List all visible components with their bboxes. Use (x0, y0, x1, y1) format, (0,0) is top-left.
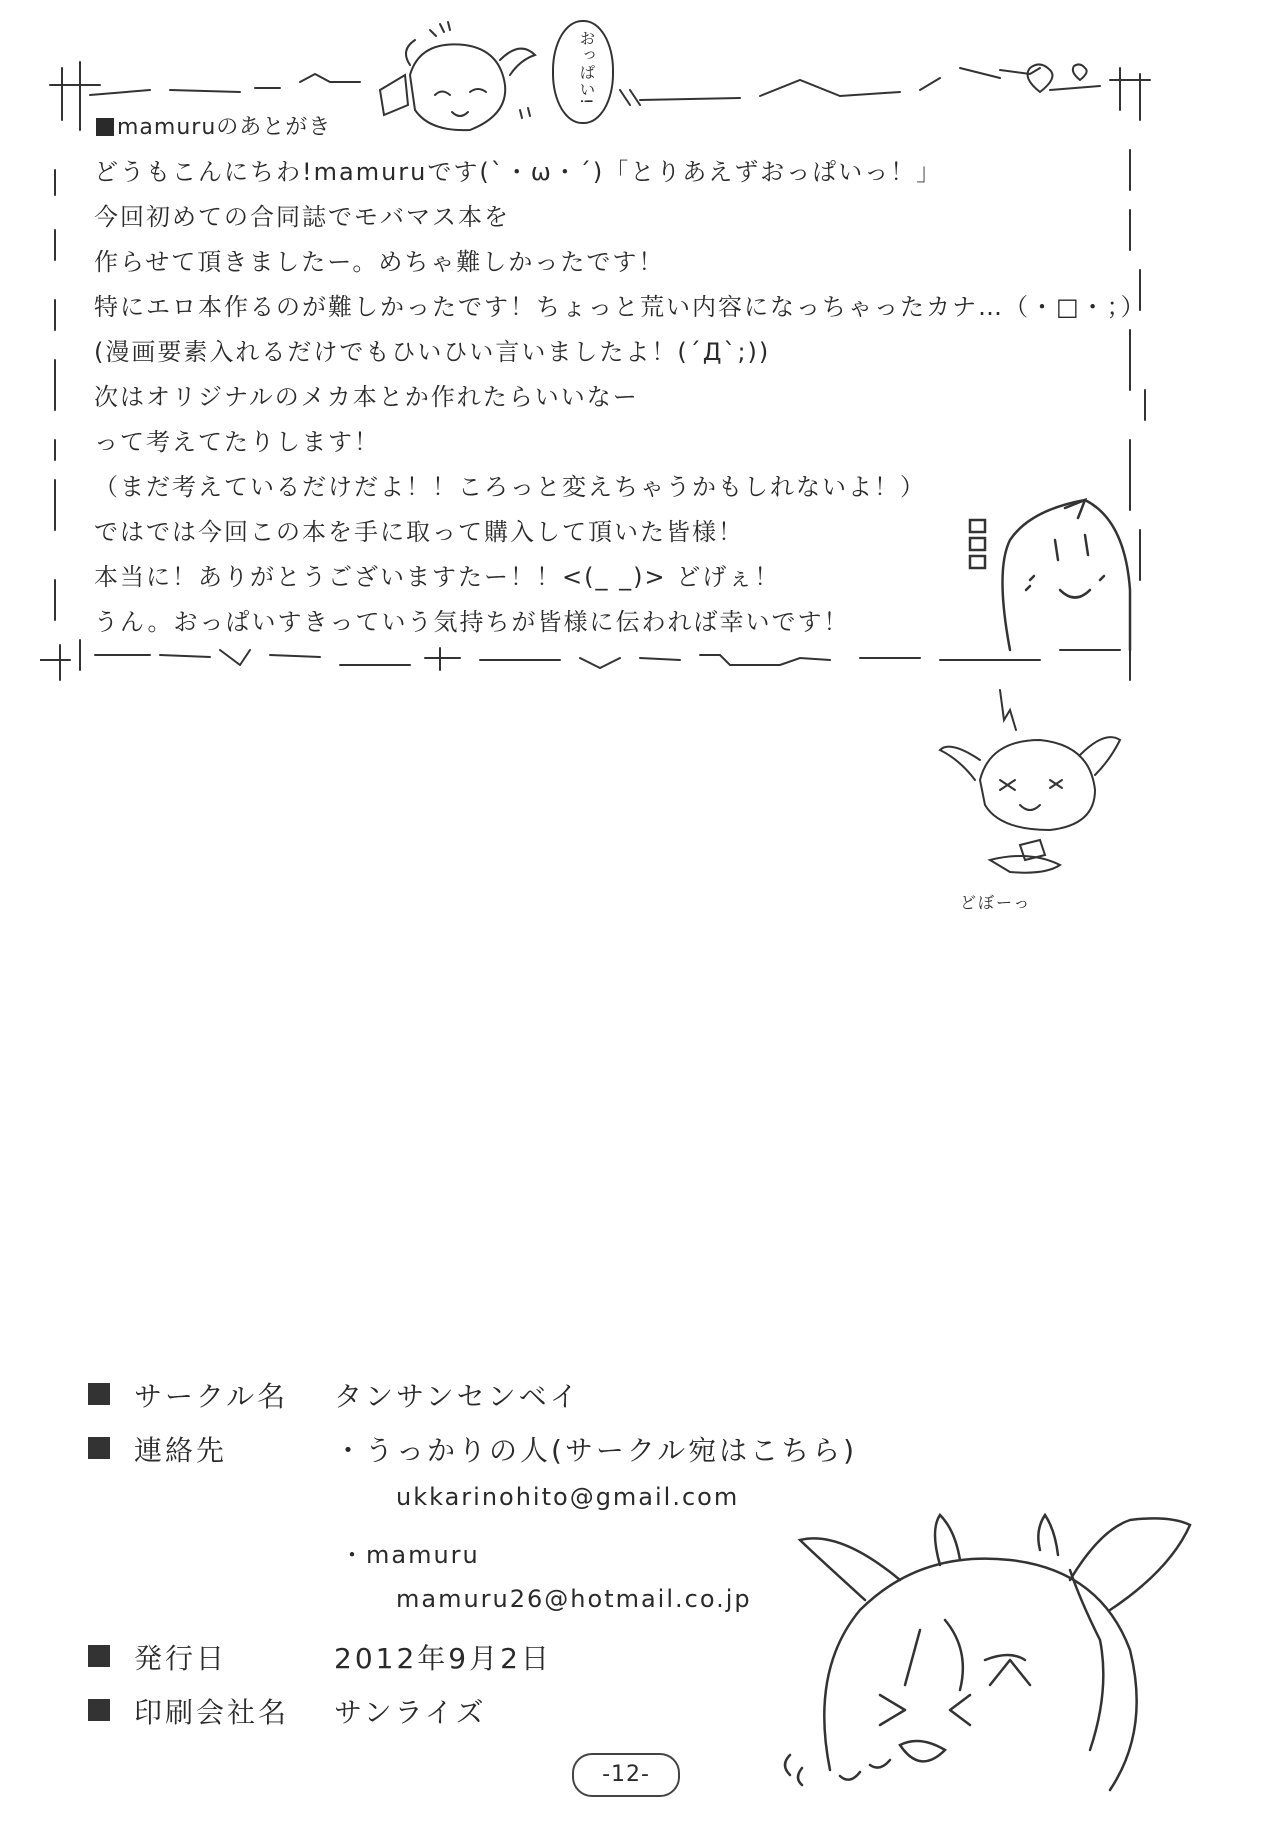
circle-value: タンサンセンベイ (334, 1380, 581, 1413)
contact-label: 連絡先 (134, 1434, 228, 1467)
splash-caption: どぼーっ (960, 893, 1032, 912)
afterword-line: (漫画要素入れるだけでもひいひい言いましたよ！(´Д`;)) (94, 338, 771, 366)
afterword-line: ではでは今回この本を手に取って購入して頂いた皆様！ (94, 518, 744, 546)
speech-bubble (552, 20, 614, 124)
afterword-line: 作らせて頂きましたー。めちゃ難しかったです！ (94, 248, 665, 276)
chibi-sketch-top (370, 20, 550, 140)
printer-value: サンライズ (334, 1696, 487, 1729)
bubble-text: おっぱい! (577, 30, 596, 106)
chibi-spill-sketch (930, 680, 1150, 920)
contact-1-name: ・うっかりの人(サークル宛はこちら) (334, 1434, 858, 1467)
printer-label: 印刷会社名 (134, 1696, 290, 1729)
bullet-square-icon (88, 1645, 110, 1667)
bullet-square-icon (88, 1383, 110, 1405)
bullet-square-icon (88, 1699, 110, 1721)
contact-2-email[interactable]: mamuru26@hotmail.co.jp (396, 1585, 752, 1613)
circle-label: サークル名 (134, 1380, 289, 1413)
afterword-line: 特にエロ本作るのが難しかったです！ちょっと荒い内容になっちゃったカナ…（・□・；） (94, 293, 1147, 321)
date-label: 発行日 (134, 1642, 228, 1675)
date-value: 2012年9月2日 (334, 1642, 552, 1675)
afterword-title (96, 110, 331, 141)
afterword-line: 今回初めての合同誌でモバマス本を (94, 203, 510, 231)
bullet-square-icon (88, 1437, 110, 1459)
page-number: -12- (572, 1753, 680, 1797)
afterword-line: うん。おっぱいすきっていう気持ちが皆様に伝われば幸いです！ (94, 608, 850, 636)
blob-character-sketch (950, 480, 1140, 660)
afterword-line: って考えてたりします！ (94, 428, 380, 456)
contact-2-name: ・mamuru (340, 1541, 480, 1569)
afterword-line: （まだ考えているだけだよ！！ころっと変えちゃうかもしれないよ！） (94, 473, 926, 501)
afterword-line: 本当に！ありがとうございますたー！！<(_ _)> どげぇ！ (94, 563, 781, 591)
afterword-title-text: mamuruのあとがき (117, 115, 332, 140)
chibi-large-sketch (770, 1510, 1210, 1810)
bullet-square-icon (96, 118, 114, 136)
contact-1-email[interactable]: ukkarinohito@gmail.com (396, 1483, 740, 1511)
afterword-line: どうもこんにちわ!mamuruです(`・ω・´)「とりあえずおっぱいっ！」 (94, 158, 943, 186)
afterword-line: 次はオリジナルのメカ本とか作れたらいいなー (94, 383, 639, 411)
